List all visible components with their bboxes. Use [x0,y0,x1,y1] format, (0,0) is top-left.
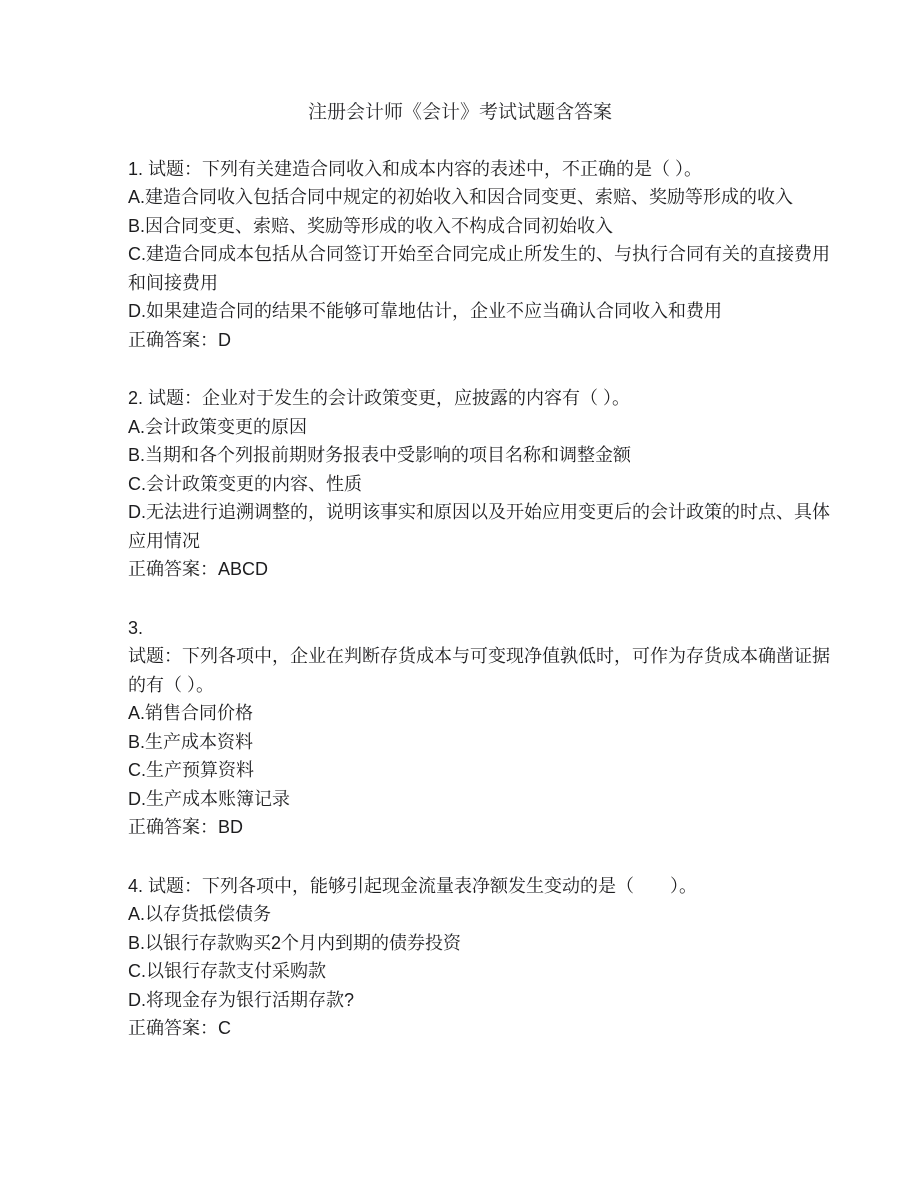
q2-stem: 2. 试题：企业对于发生的会计政策变更，应披露的内容有（ ）。 [128,388,631,408]
q3-option-d: D.生产成本账簿记录 [128,788,290,809]
question-1 [128,155,840,355]
q3-stem: 试题：下列各项中，企业在判断存货成本与可变现净值孰低时，可作为存货成本确凿证据 [128,646,830,666]
question-4 [128,872,840,1043]
q4-option-c: C.以银行存款支付采购款 [128,961,326,981]
q2-option-d-continuation: 应用情况 [128,530,200,551]
q1-stem: 1. 试题：下列有关建造合同收入和成本内容的表述中，不正确的是（ ）。 [128,158,703,179]
document-body [0,155,920,1043]
q4-stem: 4. 试题：下列各项中，能够引起现金流量表净额发生变动的是（ ）。 [128,875,698,896]
q3-option-a: A.销售合同价格 [128,703,254,723]
q3-option-b: B.生产成本资料 [128,731,254,752]
q1-option-b: B.因合同变更、索赔、奖励等形成的收入不构成合同初始收入 [128,215,614,236]
question-2 [128,384,840,584]
q1-option-c-continuation: 和间接费用 [128,272,218,293]
q2-option-d: D.无法进行追溯调整的，说明该事实和原因以及开始应用变更后的会计政策的时点、具体 [128,502,830,522]
q1-answer: 正确答案：D [128,329,231,350]
q2-option-c: C.会计政策变更的内容、性质 [128,473,362,494]
q2-option-a: A.会计政策变更的原因 [128,416,308,437]
q4-option-b: B.以银行存款购买2个月内到期的债券投资 [128,932,462,953]
question-3 [128,614,840,842]
document-title: 注册会计师《会计》考试试题含答案 [307,102,612,123]
q4-answer: 正确答案：C [128,1018,231,1038]
q2-option-b: B.当期和各个列报前期财务报表中受影响的项目名称和调整金额 [128,445,632,465]
q1-option-c: C.建造合同成本包括从合同签订开始至合同完成止所发生的、与执行合同有关的直接费用 [128,244,830,264]
q3-number: 3. [128,617,144,638]
q4-option-d: D.将现金存为银行活期存款? [128,989,355,1010]
q2-answer: 正确答案：ABCD [128,559,269,579]
q4-option-a: A.以存货抵偿债务 [128,904,272,924]
q3-answer: 正确答案：BD [128,817,244,837]
q1-option-a: A.建造合同收入包括合同中规定的初始收入和因合同变更、索赔、奖励等形成的收入 [128,187,794,207]
q1-option-d: D.如果建造合同的结果不能够可靠地估计，企业不应当确认合同收入和费用 [128,301,722,321]
q3-stem-continuation: 的有（ ）。 [128,674,215,695]
q3-option-c: C.生产预算资料 [128,760,254,780]
